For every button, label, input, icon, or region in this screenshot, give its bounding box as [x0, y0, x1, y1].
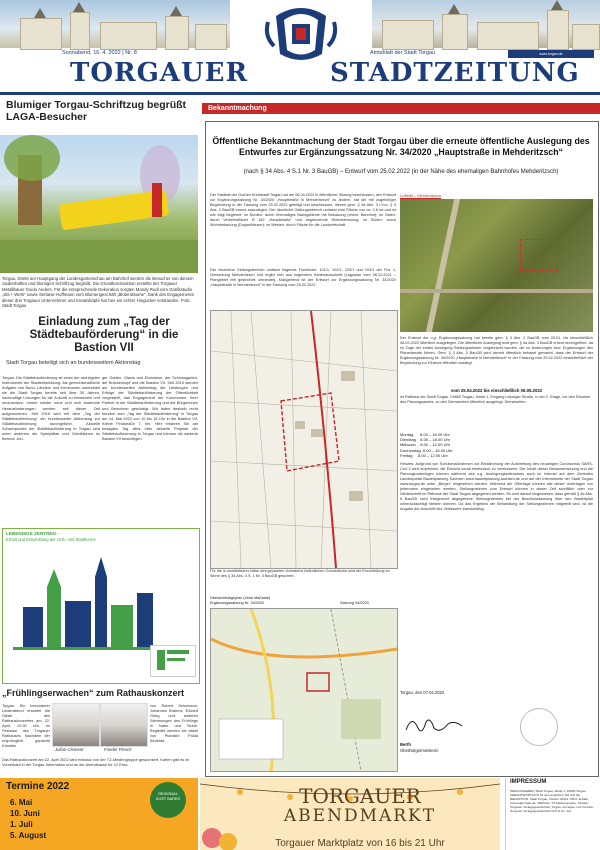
lageplan-map: [210, 310, 398, 569]
termine-item: 5. August: [10, 831, 47, 840]
termine-item: 10. Juni: [10, 809, 40, 818]
impressum-body: HERAUSGEBER: Stadt Torgau, Markt 1, 04860 Torgau. VERANTWORTLICH für den amtlichen Teil und die REDAKTION: Stadt Torgau, Telefon 03421 748-0. E-Mail: presse@torgau.de. VERLAG: TZ-Mediengruppe. Inhaber: Torgauer Verlagsgesellschaft, Torgau. Anzeigen und Vertrieb: Torgauer Verlagsgesellschaft mbH & Co. KG.: [510, 789, 594, 813]
article-staedtebau-body-right: ger Garten, Glacis und Eichwiese, der Schlossgarten, der Brückenkopf und die Bastion VII. Seit 2015 werden am bundesweiten Aktionstag die Leistungen und Erfolge der Städtebauförderung der Öffentlichkeit vorgestellt, das Engagement der Kommunen, ihrer Partner in der Städtebauförderung und der Bürgerinnen und Bewohner gewürdigt. Wir laden deshalb recht herzlich zum „Tag der Städtebauförderung“ in Torgau am 14. Mai 2022 von 10 bis 18 Uhr in die Bastion VII, Kleine Feldstraße 7, ein. Hier erfahren Sie am besagten Tag alles über aktuelle Projekte der Städtebauförderung in Torgau und können die sanierte Bastion VII besichtigen.: [102, 375, 198, 442]
notice-body-left: Der Stadtrat der Großen Kreisstadt Torgau hat am 06.04.2022 in öffentlicher Sitzung beschlossen, den Entwurf zur Ergänzungssatzung Nr. 34/2020 „Hauptstraße in Mehderitzsch“ zu ändern, hat die mit zugehöriger Begründung in der Fassung vom 25.02.2022 gebilligt und beschlossen, diesen gem. § 4a Abs. 3 i.V.m. § 3 Abs. 2 BauGB erneut auszulegen. Der räumliche Geltungsbereich umfasst eine Fläche von ca. 0,6 ha und ist wie folgt begrenzt: im Norden: durch ehemaliges Bahngelände mit Bebauung (ehem. Bahnhof); im Osten: durch Verkehrsfläche B 182 „Hauptstraße“ und angrenzende Wohnbebauung; im Süden: durch Wohnbebauung (Doppelhäuser); im Westen: durch Fläche für die Landwirtschaft.: [210, 193, 397, 227]
castle-photo-right: [372, 0, 600, 48]
uebersichtsplan-drawing: [211, 609, 397, 771]
section-label-text: Bekanntmachung: [208, 105, 267, 112]
article-staedtebau-subtitle: Stadt Torgau beteiligt sich an bundesweitem Aktionstag: [6, 360, 141, 366]
notice-body-left-2: Der räumliche Geltungsbereich umfasst folgende Flurstücke: 101/1, 102/1, 103/1 und 104/1 der Flur 1, Gemarkung Mehderitzsch und ergibt sich aus folgendem Kartenausschnitt (Lageplan vom 06.12.2021 – Plangebiet fett gestrichelt umrandet). Maßgebend ist der Entwurf zur Ergänzungssatzung Nr. 34/2020 „Hauptstraße in Mehderitzsch“ in der Fassung vom 25.02.2022.: [210, 268, 396, 287]
issue-date: Sonnabend, 16. 4. 2022 | Nr. 8: [62, 50, 137, 56]
masthead-title-stadtzeitung: STADTZEITUNG: [330, 58, 580, 88]
auslegung-dates: vom 25.04.2022 bis einschließlich 06.05.2022: [450, 388, 543, 393]
uebersichtsplan-map: [210, 608, 398, 772]
notice-body-right: Der Entwurf der o.g. Ergänzungssatzung hat bereits gem. § 3 Abs. 2 BauGB vom 03.01. bis einschließlich 08.02.2022 öffentlich ausgelegen. Die öffentliche Auslegung wird gem. § 4a Abs. 3 BauGB erneut durchgeführt, da im Zuge der ersten Auslegung Stellungnahmen vorgebracht wurden, die zu Änderungen bzw. Ergänzungen des Planentwurfs führen. Gem. § 3 Abs. 2 BauGB wird hiermit öffentlich bekannt gemacht, dass der Entwurf der Ergänzungssatzung Nr. 34/2020 „Hauptstraße in Mehderitzsch“ in der Fassung vom 25.02.2022 einschließlich der Begründung zur Einsicht öffentlich ausliegt.: [400, 336, 593, 365]
portrait-julian-clement: [52, 703, 100, 747]
article-staedtebau-body-left: Torgau. Die Städtebauförderung ist eines der wichtigsten Instrumente der Stadtentwicklung. Als gemeinschaftliche Aufgabe von Bund, Ländern und Kommunen unterstützt sie die Stadt Torgau bereits seit über 30 Jahren, nachhaltige Lösungen für die Zukunft zu entwickeln und umzusetzen. Immer wieder neue und sich ändernde Herausforderungen werden seit dieser Zeit aufgenommen. Seit 2015 wird mit dem „Tag der Städtebauförderung“ ein bundesweiter Aktionstag zur Städtebauförderung durchgeführt. Aktuelle Schwerpunkte der Städtebauförderung in Torgau sind unter anderem die Spielplätze und Grünflächen im Bereich Jun-: [2, 375, 100, 442]
termine-title: Termine 2022: [6, 781, 70, 792]
signature-place-date: Torgau, den 07.04.2022: [400, 690, 445, 695]
amtsblatt-label: Amtsblatt der Stadt Torgau: [370, 50, 436, 56]
article-laga-title: Blumiger Torgau-Schriftzug begrüßt LAGA-Besucher: [6, 99, 187, 123]
masthead-title-torgauer: TORGAUER: [70, 58, 249, 88]
office-hours-row: Freitag 8.00 – 12.00 Uhr: [400, 452, 448, 458]
article-rathauskonzert-body-bottom: Das Rathauskonzert am 22. April 2022 wird exklusiv von der TZ-Mediengruppe gesponsert. Karten gibt es im Vorverkauf in der Torgau-Information und an der Abendkasse für 12 Euro.: [2, 757, 190, 768]
section-label: [202, 103, 600, 114]
office-hours-row: Dienstag 8.00 – 18.00 Uhr: [400, 437, 451, 443]
lageplan-drawing: [211, 311, 397, 568]
portrait-frieder-flesch: [100, 703, 148, 747]
office-hours: [400, 432, 453, 458]
sponsor-logo: [150, 645, 196, 677]
signature-role: Oberbürgermeisterin: [400, 748, 439, 753]
article-rathauskonzert-body-right: von Robert Schumann, Johannes Brahms, Edvard Grieg und anderen Stimmungen des Frühlings in Natur und Seele. Begleitet werden sie dabei von Pianistin Paula Almeida.: [150, 703, 198, 744]
signature-name: Berth: [400, 742, 411, 747]
impressum-title: IMPRESSUM: [510, 779, 547, 785]
article-staedtebau-title: Einladung zum „Tag der Städtebauförderung“ in die Bastion VII: [29, 316, 179, 354]
office-hours-row: Montag 8.00 – 16.00 Uhr: [400, 432, 450, 437]
office-hours-row: Mittwoch 8.00 – 12.00 Uhr: [400, 442, 451, 448]
skyline-illustration: [13, 547, 189, 659]
regional-kostbares-label: REGIONAL KOST BARES: [155, 792, 181, 801]
luftbild-photo: [400, 199, 593, 332]
article-rathauskonzert-body-left: Torgau. Ein besonderer Liederabend erwartet die Gäste des Rathauskonzertes am 22. April, 19.30 Uhr, im Festsaal des Torgauer Rathauses. Nachdem der ursprünglich geplante Künstler: [2, 703, 50, 749]
satzung-short-label: Satzung 34/2020: [340, 601, 369, 605]
article-laga-caption: Torgau. Direkt am Hauptgang der Landesgartenschau am Bahnhof werden die Besucher von diesem zauberhaften und blumigen Schriftzug begrüßt. Die Grundkonstruktion erstellte der Torgauer Metallbauer Guido Anders. Für die entsprechende Dekoration sorgten Mandy Rudi vom Grafikstudio „Stil + Werk“ sowie Stefanie Hoffmann vom Blumengeschäft „Blütenträume“. Dank des Engagements dieser drei Torgauer Unternehmer und Kreativköpfe hat hier ein echter Hingucker entstanden. Foto: Stadt Torgau: [2, 276, 194, 309]
satzung-label: Ergänzungssatzung Nr. 34/2020: [210, 601, 265, 605]
caption-julian-clement: Julian Clement: [55, 747, 84, 752]
website-badge[interactable]: www.torgau.de: [508, 50, 594, 58]
lebendige-zentren-subheading: Erhalt und Entwicklung der Orts- und Stadtkerne: [6, 537, 96, 542]
castle-photo-left: [0, 0, 230, 48]
termine-item: 6. Mai: [10, 798, 33, 807]
notice-subtitle: (nach § 34 Abs. 4 S.1 Nr. 3 BauGB) – Entwurf vom 25.02.2022 (in der Nähe des ehemaligen Bahnhofes Mehderitzsch): [243, 169, 559, 175]
official-seal-icon: [520, 708, 558, 746]
abendmarkt-title-2: ABENDMARKT: [283, 806, 437, 826]
article-rathauskonzert-title: „Frühlingserwachen“ zum Rathauskonzert: [2, 688, 185, 698]
masthead-rule: [0, 92, 600, 95]
regional-kostbares-badge: [150, 782, 186, 818]
office-hours-row: Donnerstag 8.00 – 16.00 Uhr: [400, 447, 453, 453]
termine-list: [10, 797, 46, 841]
caption-frieder-flesch: Frieder Flesch: [104, 747, 132, 752]
lageplan-caption: Für die in unmittelbarer Nähe des geplanten Vorhabens befindlichen Grundstücke wird die Erschließung im Sinne des § 34 Abs. 4 S. 1 Nr. 3 BauGB gesichert.: [210, 569, 390, 578]
luftbild-label: Luftbild – Mehderitzsch: [400, 193, 442, 198]
notice-title: Öffentliche Bekanntmachung der Stadt Torgau über die erneute öffentliche Auslegung des Entwurfes zur Ergänzungssatzung Nr. 34/2020 „Hauptstraße in Mehderitzsch“: [212, 136, 590, 157]
city-crest-icon: [262, 2, 340, 64]
signature-graphic: [404, 712, 464, 738]
uebersichtsplan-label: Übersichtslageplan (ohne Maßstab): [210, 596, 271, 600]
notice-body-right-3: Hinweis: Aufgrund von Schutzmaßnahmen zur Eindämmung der Ausbreitung des neuartigen Coronavirus SARS-CoV-2 wird empfohlen, die Einsicht vorab telefonisch zu vereinbaren. Der Inhalt dieser Bekanntmachung und die Planungsunterlagen können während des o.g. Auslegungszeitraumes auch im Internet auf dem Zentralen Landesportal Bauleitplanung Sachsen www.bauleitplanung.sachsen.de und auf der Internetseite der Stadt Torgau www.torgau.de unter „Bürger“ eingesehen werden. Während der Offenlage können alle dieser Unterlagen von jedermann eingesehen werden. Stellungnahmen zum Entwurf können in dieser Zeit schriftlich oder zur Niederschrift im Rathaus der Stadt Torgau abgegeben werden. Es wird darauf hingewiesen, dass gemäß § 4a Abs. 6 BauGB nicht fristgerecht abgegebene Stellungnahmen bei der Beschlussfassung über den Bauleitplan unberücksichtigt bleiben können. Da das Ergebnis der Behandlung der Stellungnahmen mitgeteilt wird, ist die Angabe der Anschrift des Verfassers zweckmäßig.: [400, 462, 593, 511]
torgau-flower-lettering-photo: [0, 135, 198, 273]
termine-item: 1. Juli: [10, 820, 33, 829]
abendmarkt-title-1: TORGAUER: [299, 784, 421, 808]
abendmarkt-subtitle: Torgauer Marktplatz von 16 bis 21 Uhr: [275, 838, 445, 849]
notice-body-right-2: im Rathaus der Stadt Torgau, 04860 Torgau, Markt 1, Eingang Leipziger Straße, in der 2. Etage, vor den Räumen des Planungsamtes, zu den Dienstzeiten öffentlich ausgelegt. Dienstzeiten:: [400, 395, 591, 404]
lebendige-zentren-heading: LEBENDIGE ZENTREN -: [6, 531, 59, 536]
